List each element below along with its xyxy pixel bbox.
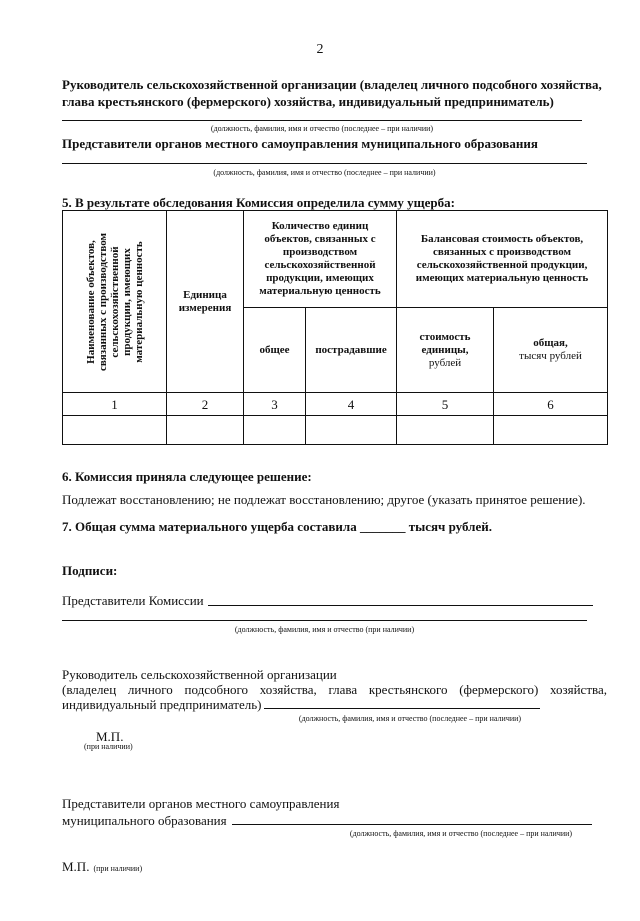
local-gov-heading: Представители органов местного самоуправления муниципального образования (62, 136, 538, 151)
col-header-qty-total: общее (244, 308, 306, 393)
local-gov-caption: (должность, фамилия, имя и отчество (последнее – при наличии) (213, 168, 436, 177)
gov-signature-line (232, 824, 592, 825)
stamp-block-2 (62, 858, 142, 876)
empty-cell (494, 416, 608, 445)
head-of-org-line2: глава крестьянского (фермерского) хозяйства, индивидуальный предприниматель) (62, 94, 554, 109)
head-signature-caption: (должность, фамилия, имя и отчество (последнее – при наличии) (298, 714, 522, 723)
total-cost-bold: общая, (533, 337, 568, 349)
local-gov-signature-line (62, 163, 587, 164)
signatures-title: Подписи: (62, 563, 118, 578)
unit-cost-norm: рублей (428, 356, 462, 369)
commission-signature-line (208, 605, 593, 606)
section5-title: 5. В результате обследования Комиссия определила сумму ущерба: (62, 195, 455, 210)
col-number-1: 1 (63, 393, 167, 416)
col-number-6: 6 (494, 393, 608, 416)
gov-signature-line2: муниципального образования (62, 813, 227, 828)
stamp-note-2: (при наличии) (93, 864, 143, 873)
empty-cell (306, 416, 397, 445)
section7-after: тысяч рублей. (408, 519, 492, 534)
col-number-2: 2 (167, 393, 244, 416)
head-of-org-heading (62, 76, 622, 110)
table-row (63, 416, 608, 445)
col-number-4: 4 (306, 393, 397, 416)
gov-signature-caption: (должность, фамилия, имя и отчество (последнее – при наличии) (349, 829, 573, 838)
empty-cell (63, 416, 167, 445)
col-number-5: 5 (397, 393, 494, 416)
page-number: 2 (316, 42, 324, 57)
col-header-unit-cost (397, 308, 494, 393)
unit-cost-bold: стоимость единицы, (419, 330, 471, 356)
head-of-org-caption: (должность, фамилия, имя и отчество (последнее – при наличии) (210, 124, 434, 133)
col-header-quantity: Количество единиц объектов, связанных с производством сельскохозяйственной продукции, имеющих материальную ценность (244, 211, 397, 308)
section7-before: 7. Общая сумма материального ущерба составила (62, 519, 357, 534)
stamp-note-1: (при наличии) (84, 742, 133, 751)
section6-title: 6. Комиссия приняла следующее решение: (62, 469, 312, 484)
col-header-object-name: Наименование объектов, связанных с производством сельскохозяйственной продукции, имеющих материальную ценность (63, 211, 167, 393)
commission-label: Представители Комиссии (62, 593, 204, 608)
section7-blank: _______ (359, 519, 406, 534)
head-of-org-line1: Руководитель сельскохозяйственной организации (владелец личного подсобного хозяйства, (62, 77, 602, 92)
col-header-qty-damaged: пострадавшие (306, 308, 397, 393)
total-cost-norm: тысяч рублей (519, 350, 582, 362)
col-header-total-cost (494, 308, 608, 393)
stamp-mark-1: М.П. (96, 729, 124, 744)
stamp-mark-2: М.П. (62, 859, 90, 874)
head-signature-line2: (владелец личного подсобного хозяйства, глава крестьянского (фермерского) хозяйства, (62, 682, 607, 697)
col-header-balance-value: Балансовая стоимость объектов, связанных с производством сельскохозяйственной продукции, имеющих материальную ценность (397, 211, 608, 308)
col-number-3: 3 (244, 393, 306, 416)
section7-total-damage (62, 518, 492, 535)
empty-cell (397, 416, 494, 445)
damage-table (62, 210, 608, 445)
commission-caption: (должность, фамилия, имя и отчество (при наличии) (234, 625, 415, 634)
commission-signature-line-2 (62, 620, 587, 621)
head-signature-line (264, 708, 540, 709)
head-signature-line1: Руководитель сельскохозяйственной организации (62, 667, 337, 682)
empty-cell (167, 416, 244, 445)
empty-cell (244, 416, 306, 445)
head-of-org-signature-line (62, 120, 582, 121)
gov-signature-line1: Представители органов местного самоуправления (62, 796, 340, 811)
section6-decision-text: Подлежат восстановлению; не подлежат восстановлению; другое (указать принятое решение). (62, 492, 586, 507)
col-header-unit: Единица измерения (167, 211, 244, 393)
head-signature-line3: индивидуальный предприниматель) (62, 697, 262, 712)
